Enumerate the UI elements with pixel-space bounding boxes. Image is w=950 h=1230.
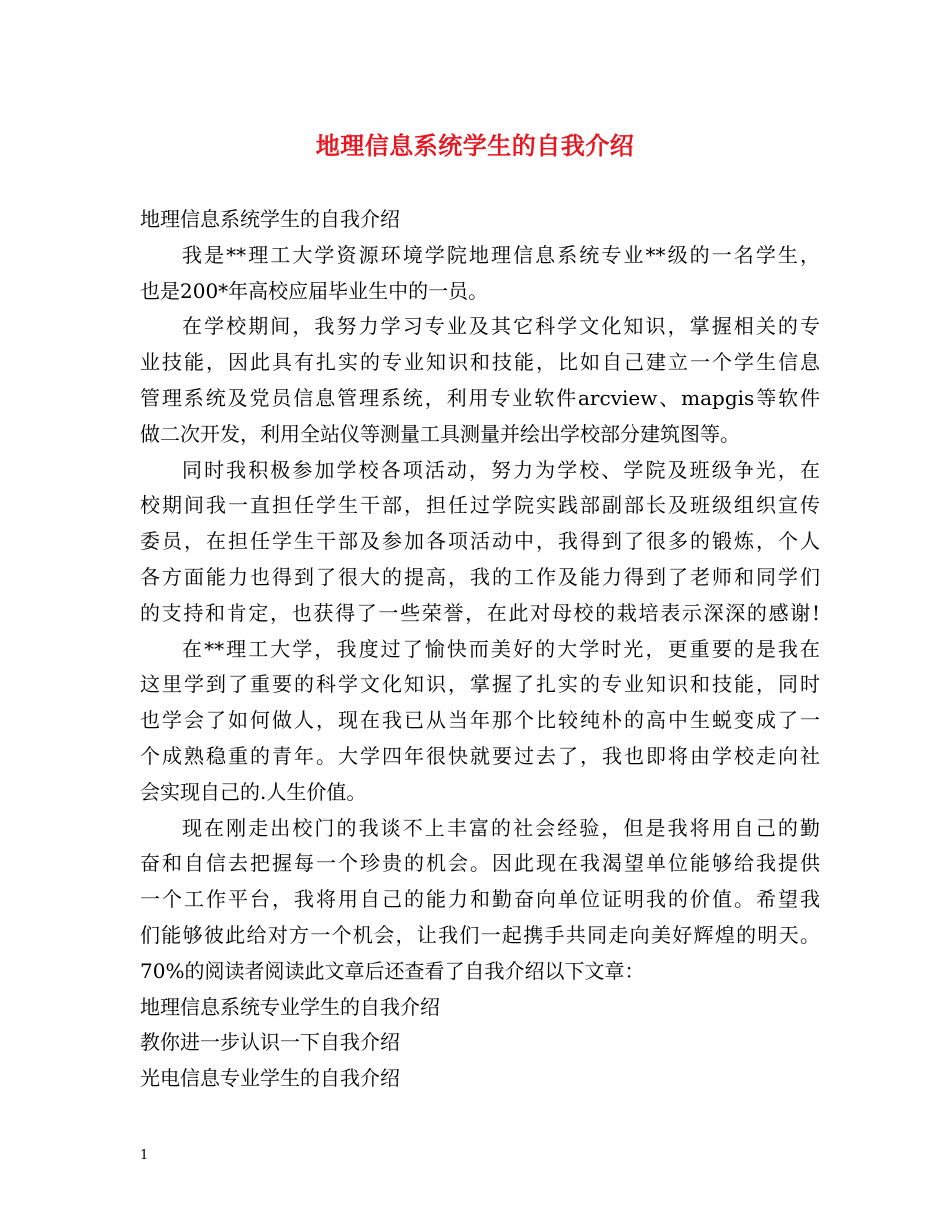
body-line: 个成熟稳重的青年。大学四年很快就要过去了，我也即将由学校走向社 [140, 743, 820, 768]
body-line: 70%的阅读者阅读此文章后还查看了自我介绍以下文章： [140, 958, 645, 983]
body-line: 也是200*年高校应届毕业生中的一员。 [140, 278, 489, 303]
page-number: 1 [140, 1148, 149, 1163]
body-line: 我是**理工大学资源环境学院地理信息系统专业**级的一名学生， [182, 242, 820, 267]
body-line: 光电信息专业学生的自我介绍 [140, 1066, 400, 1091]
body-line: 在学校期间，我努力学习专业及其它科学文化知识，掌握相关的专 [182, 314, 820, 339]
body-line: 地理信息系统学生的自我介绍 [140, 207, 400, 231]
body-line: 做二次开发，利用全站仪等测量工具测量并绘出学校部分建筑图等。 [140, 421, 740, 446]
body-line: 各方面能力也得到了很大的提高，我的工作及能力得到了老师和同学们 [140, 564, 820, 589]
document-title: 地理信息系统学生的自我介绍 [315, 131, 635, 160]
body-line: 们能够彼此给对方一个机会，让我们一起携手共同走向美好辉煌的明天。 [140, 922, 820, 947]
body-line: 奋和自信去把握每一个珍贵的机会。因此现在我渴望单位能够给我提供 [140, 851, 820, 876]
body-line: 的支持和肯定，也获得了一些荣誉，在此对母校的栽培表示深深的感谢! [140, 600, 820, 625]
body-line: 也学会了如何做人，现在我已从当年那个比较纯朴的高中生蜕变成了一 [140, 708, 820, 733]
body-line: 委员，在担任学生干部及参加各项活动中，我得到了很多的锻炼，个人 [140, 529, 820, 554]
body-line: 管理系统及党员信息管理系统，利用专业软件arcview、mapgis等软件 [140, 385, 820, 410]
body-line: 这里学到了重要的科学文化知识，掌握了扎实的专业知识和技能，同时 [140, 672, 820, 697]
body-line: 地理信息系统专业学生的自我介绍 [140, 994, 440, 1019]
body-line: 一个工作平台，我将用自己的能力和勤奋向单位证明我的价值。希望我 [140, 887, 820, 912]
body-line: 教你进一步认识一下自我介绍 [140, 1030, 400, 1055]
body-line: 业技能，因此具有扎实的专业知识和技能，比如自己建立一个学生信息 [140, 350, 820, 375]
body-line: 现在刚走出校门的我谈不上丰富的社会经验，但是我将用自己的勤 [182, 815, 820, 840]
document-body [140, 202, 820, 1097]
body-line: 会实现自己的.人生价值。 [140, 779, 367, 804]
body-line: 在**理工大学，我度过了愉快而美好的大学时光，更重要的是我在 [182, 636, 820, 661]
body-line: 校期间我一直担任学生干部，担任过学院实践部副部长及班级组织宣传 [140, 493, 820, 518]
body-line: 同时我积极参加学校各项活动，努力为学校、学院及班级争光，在 [182, 457, 820, 482]
